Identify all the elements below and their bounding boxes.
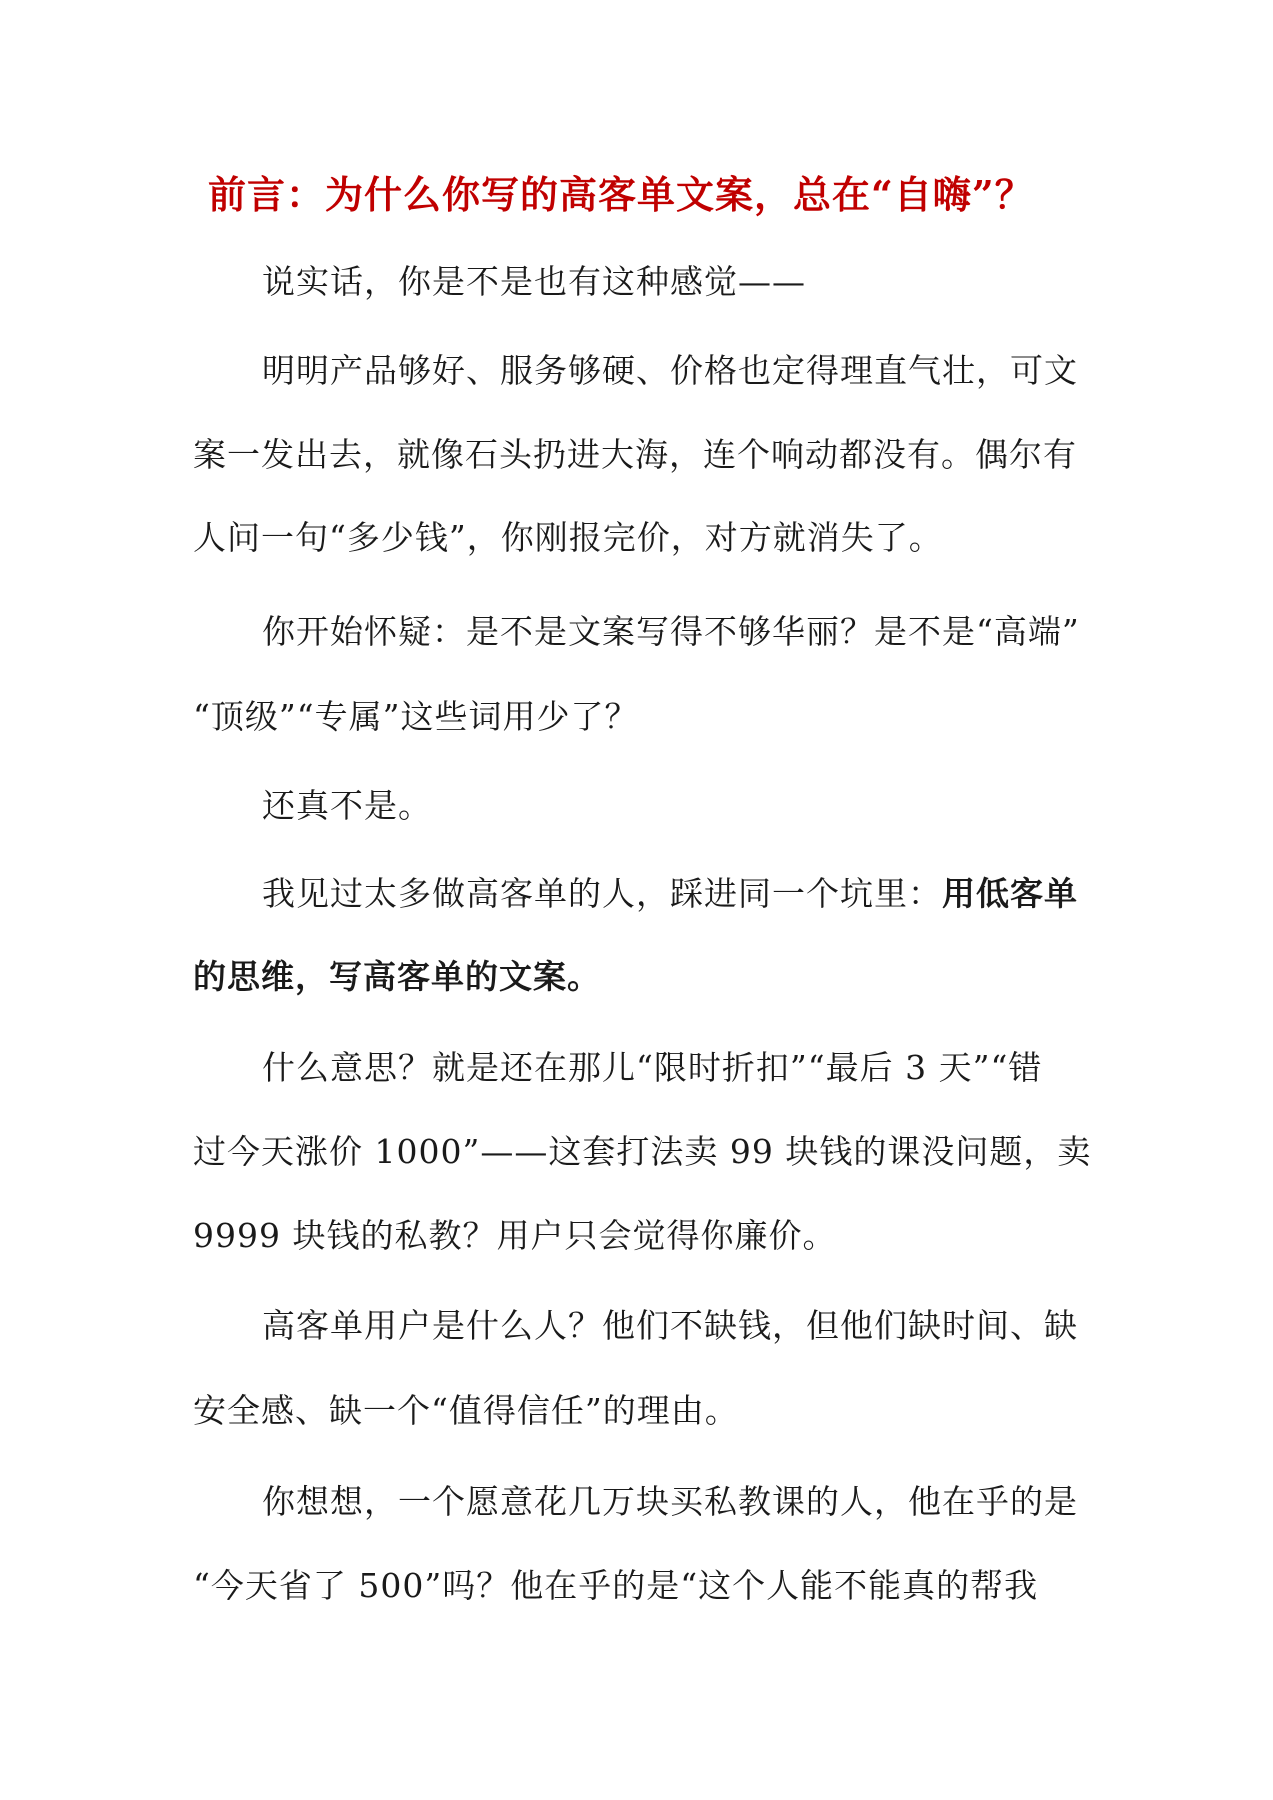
paragraph-line: 过今天涨价 1000”——这套打法卖 99 块钱的课没问题，卖 xyxy=(193,1132,1092,1171)
paragraph-line xyxy=(262,874,1078,914)
paragraph-line: 9999 块钱的私教？用户只会觉得你廉价。 xyxy=(193,1216,837,1255)
paragraph-line: 案一发出去，就像石头扔进大海，连个响动都没有。偶尔有 xyxy=(193,435,1077,474)
bold-emphasis-line: 的思维，写高客单的文案。 xyxy=(193,957,601,996)
paragraph-line: 人问一句“多少钱”，你刚报完价，对方就消失了。 xyxy=(193,518,943,557)
paragraph-line: 什么意思？就是还在那儿“限时折扣”“最后 3 天”“错 xyxy=(262,1048,1043,1087)
paragraph-line: 高客单用户是什么人？他们不缺钱，但他们缺时间、缺 xyxy=(262,1306,1078,1345)
paragraph-text: 我见过太多做高客单的人，踩进同一个坑里： xyxy=(262,874,942,913)
bold-emphasis-text: 用低客单 xyxy=(942,874,1078,913)
paragraph-line: 说实话，你是不是也有这种感觉—— xyxy=(262,262,806,301)
paragraph-line: 你想想，一个愿意花几万块买私教课的人，他在乎的是 xyxy=(262,1482,1078,1521)
paragraph-line: 还真不是。 xyxy=(262,786,432,825)
paragraph-line: 你开始怀疑：是不是文案写得不够华丽？是不是“高端” xyxy=(262,612,1080,651)
paragraph-line: 明明产品够好、服务够硬、价格也定得理直气壮，可文 xyxy=(262,351,1078,390)
paragraph-line: “顶级”“专属”这些词用少了？ xyxy=(193,697,639,736)
paragraph-line: “今天省了 500”吗？他在乎的是“这个人能不能真的帮我 xyxy=(193,1566,1039,1605)
paragraph-line: 安全感、缺一个“值得信任”的理由。 xyxy=(193,1391,739,1430)
document-title: 前言：为什么你写的高客单文案，总在“自嗨”？ xyxy=(208,172,1034,217)
